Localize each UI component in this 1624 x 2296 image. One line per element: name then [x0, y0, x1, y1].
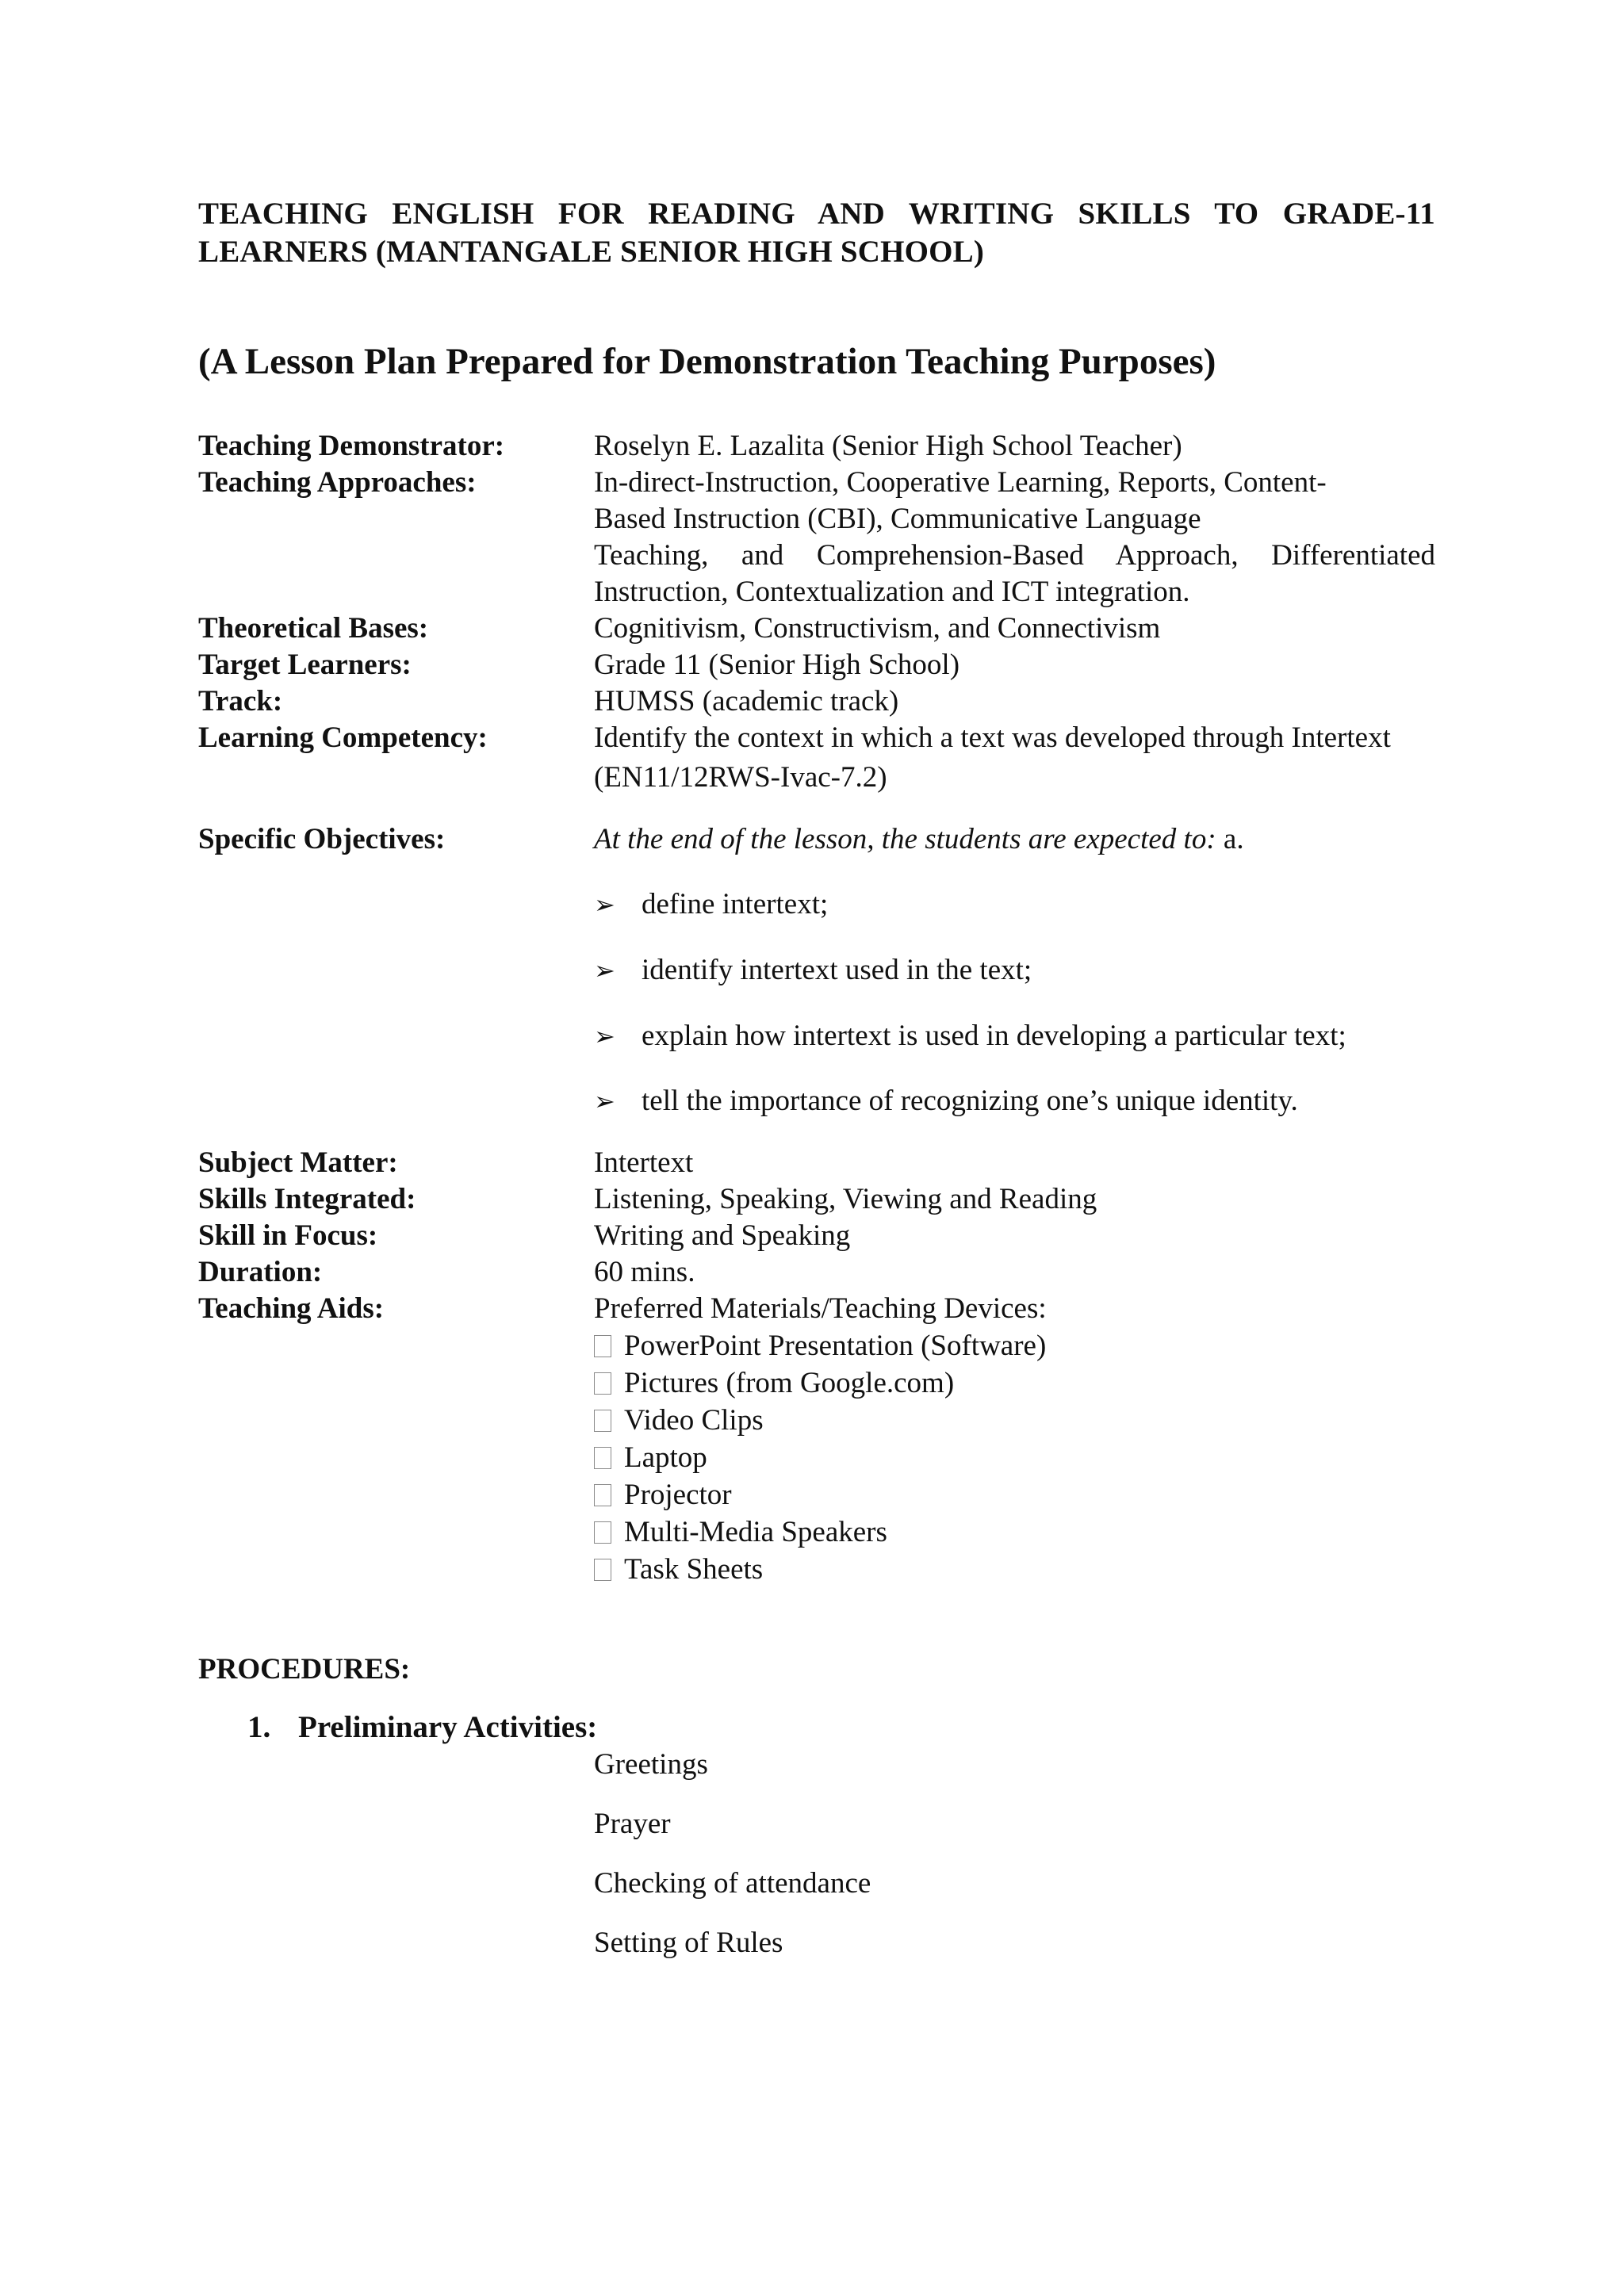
- missing-glyph-box-icon: [594, 1559, 611, 1581]
- learners-label: Target Learners:: [198, 649, 412, 681]
- objective-item: [594, 952, 1032, 989]
- step-number: 1.: [247, 1710, 271, 1744]
- document-subtitle: (A Lesson Plan Prepared for Demonstration Teaching Purposes): [198, 341, 1216, 382]
- approaches-line-2: Based Instruction (CBI), Communicative Language: [594, 503, 1201, 535]
- aid-item: [594, 1365, 954, 1402]
- duration-value: 60 mins.: [594, 1256, 695, 1288]
- arrow-bullet-icon: ➢: [594, 1086, 615, 1116]
- aids-intro: Preferred Materials/Teaching Devices:: [594, 1292, 1047, 1325]
- missing-glyph-box-icon: [594, 1447, 611, 1469]
- objective-text: explain how intertext is used in developing a particular text;: [642, 1020, 1346, 1052]
- duration-label: Duration:: [198, 1256, 323, 1288]
- objective-item: [594, 886, 828, 923]
- bases-label: Theoretical Bases:: [198, 612, 429, 645]
- focus-label: Skill in Focus:: [198, 1219, 378, 1252]
- aid-item: [594, 1402, 764, 1439]
- document-title: [198, 195, 1435, 271]
- approaches-line-4: Instruction, Contextualization and ICT integration.: [594, 576, 1190, 608]
- approaches-label: Teaching Approaches:: [198, 466, 477, 499]
- missing-glyph-box-icon: [594, 1521, 611, 1544]
- track-label: Track:: [198, 685, 283, 718]
- aid-text: Pictures (from Google.com): [624, 1367, 955, 1399]
- objectives-label: Specific Objectives:: [198, 823, 446, 855]
- objective-text: define intertext;: [642, 888, 829, 920]
- approaches-line-1: In-direct-Instruction, Cooperative Learning, Reports, Content-: [594, 466, 1327, 499]
- document-title-line-2: LEARNERS (MANTANGALE SENIOR HIGH SCHOOL): [198, 235, 985, 269]
- learners-value: Grade 11 (Senior High School): [594, 649, 960, 681]
- step-heading: [247, 1709, 597, 1747]
- focus-value: Writing and Speaking: [594, 1219, 851, 1252]
- aids-label: Teaching Aids:: [198, 1292, 385, 1325]
- objective-text: identify intertext used in the text;: [642, 954, 1032, 986]
- activity-item: Prayer: [594, 1808, 671, 1840]
- step-title: Preliminary Activities:: [298, 1710, 598, 1744]
- activity-item: Setting of Rules: [594, 1927, 783, 1959]
- bases-value: Cognitivism, Constructivism, and Connectivism: [594, 612, 1161, 645]
- approaches-value: [594, 465, 1435, 610]
- objectives-intro-text: At the end of the lesson, the students are expected to:: [594, 823, 1216, 855]
- subject-value: Intertext: [594, 1146, 694, 1179]
- track-value: HUMSS (academic track): [594, 685, 899, 718]
- aid-text: Multi-Media Speakers: [624, 1516, 887, 1548]
- missing-glyph-box-icon: [594, 1484, 611, 1506]
- skills-label: Skills Integrated:: [198, 1183, 416, 1215]
- document-title-line-1: TEACHING ENGLISH FOR READING AND WRITING SKILLS TO GRADE-11: [198, 197, 1435, 231]
- aid-text: Projector: [624, 1479, 732, 1511]
- aid-item: [594, 1552, 763, 1588]
- aid-text: Laptop: [624, 1441, 707, 1474]
- activity-item: Checking of attendance: [594, 1867, 871, 1900]
- aid-item: [594, 1514, 887, 1551]
- aid-item: [594, 1477, 732, 1513]
- procedures-heading: PROCEDURES:: [198, 1653, 411, 1686]
- aid-item: [594, 1440, 707, 1476]
- objective-item: [594, 1083, 1298, 1119]
- skills-value: Listening, Speaking, Viewing and Reading: [594, 1183, 1097, 1215]
- demonstrator-label: Teaching Demonstrator:: [198, 430, 505, 462]
- arrow-bullet-icon: ➢: [594, 890, 615, 920]
- competency-label: Learning Competency:: [198, 721, 488, 754]
- competency-line-1: Identify the context in which a text was developed through Intertext: [594, 721, 1391, 754]
- objectives-intro-suffix: a.: [1216, 823, 1244, 855]
- missing-glyph-box-icon: [594, 1410, 611, 1432]
- competency-line-2: (EN11/12RWS-Ivac-7.2): [594, 761, 887, 794]
- aid-item: [594, 1328, 1046, 1364]
- arrow-bullet-icon: ➢: [594, 1021, 615, 1051]
- missing-glyph-box-icon: [594, 1335, 611, 1357]
- activity-item: Greetings: [594, 1748, 708, 1781]
- aid-text: PowerPoint Presentation (Software): [624, 1330, 1047, 1362]
- aid-text: Task Sheets: [624, 1553, 764, 1586]
- missing-glyph-box-icon: [594, 1372, 611, 1395]
- objective-item: [594, 1018, 1346, 1054]
- approaches-line-3: Teaching, and Comprehension-Based Approach, Differentiated: [594, 539, 1435, 572]
- demonstrator-value: Roselyn E. Lazalita (Senior High School Teacher): [594, 430, 1182, 462]
- objectives-intro: [594, 821, 1435, 858]
- competency-value: [594, 720, 1435, 796]
- arrow-bullet-icon: ➢: [594, 955, 615, 985]
- aid-text: Video Clips: [624, 1404, 764, 1437]
- objective-text: tell the importance of recognizing one’s unique identity.: [642, 1085, 1298, 1117]
- subject-label: Subject Matter:: [198, 1146, 398, 1179]
